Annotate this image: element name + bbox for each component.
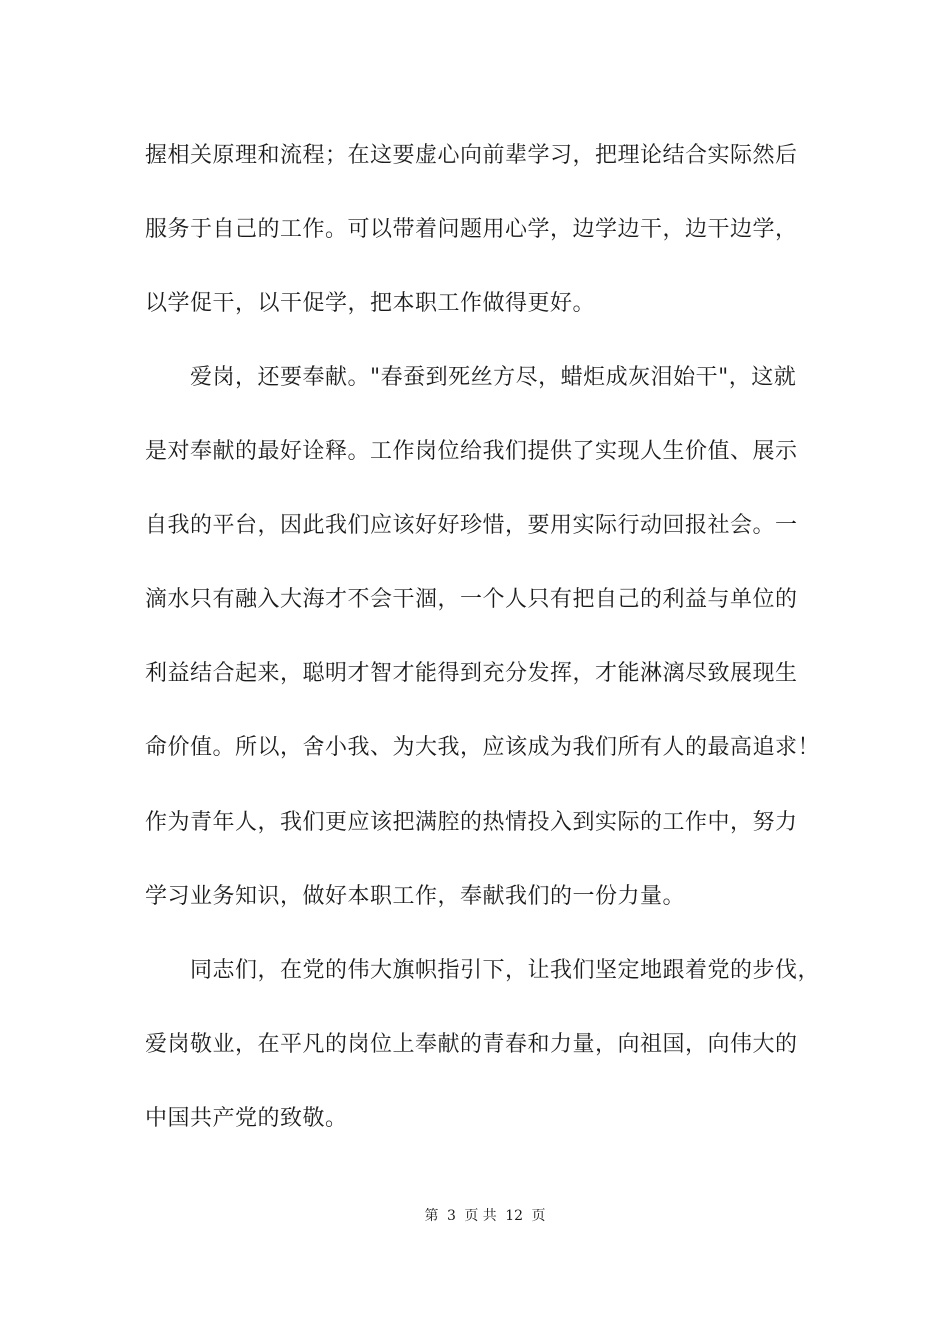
text-line: 握相关原理和流程；在这要虚心向前辈学习，把理论结合实际然后 (145, 143, 798, 168)
total-page-count: 12 (505, 1208, 524, 1224)
text-line: 作为青年人，我们更应该把满腔的热情投入到实际的工作中，努力 (145, 810, 798, 835)
footer-prefix: 第 (424, 1208, 439, 1224)
footer-suffix: 页 (531, 1208, 546, 1224)
current-page-number: 3 (446, 1208, 456, 1224)
text-line: 爱岗，还要奉献。"春蚕到死丝方尽，蜡炬成灰泪始干"，这就 (190, 365, 797, 390)
text-line: 以学促干，以干促学，把本职工作做得更好。 (145, 291, 596, 316)
text-line: 利益结合起来，聪明才智才能得到充分发挥，才能淋漓尽致展现生 (145, 661, 798, 686)
footer-middle: 页 共 (464, 1208, 497, 1224)
page-footer (145, 1206, 825, 1226)
text-line: 自我的平台，因此我们应该好好珍惜，要用实际行动回报社会。一 (145, 513, 798, 538)
text-line: 是对奉献的最好诠释。工作岗位给我们提供了实现人生价值、展示 (145, 439, 798, 464)
text-line: 服务于自己的工作。可以带着问题用心学，边学边干，边干边学， (145, 217, 798, 242)
text-line: 滴水只有融入大海才不会干涸，一个人只有把自己的利益与单位的 (145, 587, 798, 612)
text-line: 命价值。所以，舍小我、为大我，应该成为我们所有人的最高追求！ (145, 735, 821, 760)
text-line: 中国共产党的致敬。 (145, 1106, 348, 1131)
text-line: 同志们，在党的伟大旗帜指引下，让我们坚定地跟着党的步伐， (190, 958, 821, 983)
text-line: 爱岗敬业，在平凡的岗位上奉献的青春和力量，向祖国，向伟大的 (145, 1032, 798, 1057)
text-line: 学习业务知识，做好本职工作，奉献我们的一份力量。 (145, 884, 686, 909)
